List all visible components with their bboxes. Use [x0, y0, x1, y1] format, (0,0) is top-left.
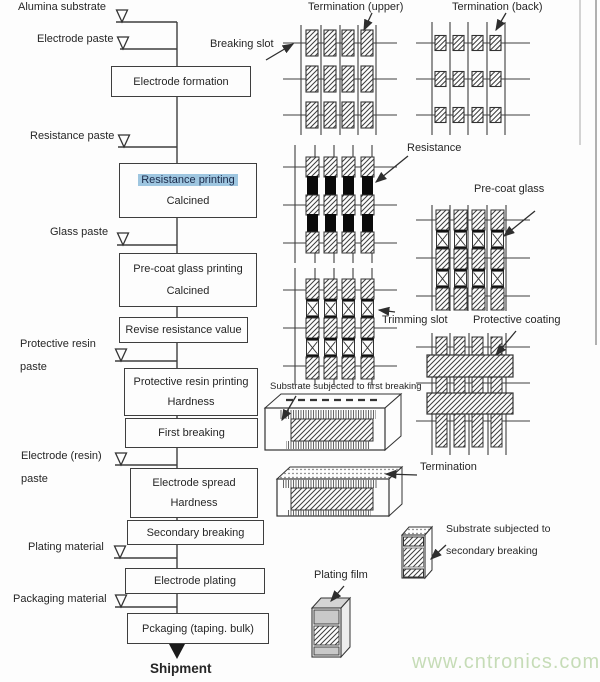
input-label-plating-material: Plating material [28, 541, 104, 553]
step-label: Protective resin printing [133, 376, 249, 389]
step-electrode-plating [125, 568, 265, 594]
label-termination-back: Termination (back) [452, 1, 543, 13]
label-termination-upper: Termination (upper) [308, 1, 404, 13]
step-packaging [127, 613, 269, 644]
input-label-protective-resin: Protective resin [20, 338, 96, 350]
plating-film-chip [312, 598, 350, 657]
termination-bar [277, 467, 402, 516]
label-precoat-glass: Pre-coat glass [474, 183, 545, 195]
step-label: Hardness [167, 395, 215, 408]
step-label: Calcined [166, 284, 210, 297]
termination-upper-grid [283, 25, 397, 135]
input-label-electrode-paste: Electrode paste [37, 33, 114, 45]
label-protective-coating: Protective coating [473, 314, 561, 326]
input-label-glass-paste: Glass paste [50, 226, 109, 238]
input-label-resistance-paste: Resistance paste [30, 130, 115, 142]
step-label: Calcined [166, 195, 210, 208]
step-secondary-breaking [127, 520, 264, 545]
trimming-slot-grid [283, 268, 397, 385]
step-label: Electrode plating [154, 575, 236, 587]
step-label: First breaking [158, 427, 225, 439]
step-electrode-spread [130, 468, 258, 518]
input-label-alumina-substrate: Alumina substrate [18, 1, 107, 13]
label-substrate-secondary-1: Substrate subjected to [446, 523, 551, 535]
label-trimming-slot: Trimming slot [382, 314, 448, 326]
step-label: Secondary breaking [146, 526, 245, 539]
label-substrate-first-breaking: Substrate subjected to first breaking [270, 381, 422, 392]
input-label-protective-resin-2: paste [20, 361, 47, 373]
step-label [138, 174, 238, 186]
step-resistance-printing [119, 163, 257, 218]
protective-coating-grid [416, 333, 530, 455]
highlighted-text: Resistance printing [138, 174, 238, 186]
resistance-grid [283, 145, 397, 263]
scan-edge-lines [580, 0, 596, 345]
label-resistance: Resistance [407, 142, 462, 154]
watermark: www.cntronics.com [412, 651, 600, 673]
step-precoat-glass-printing [119, 253, 257, 307]
label-termination: Termination [420, 461, 477, 473]
secondary-breaking-chip [402, 527, 432, 578]
input-label-packaging-material: Packaging material [13, 593, 107, 605]
precoat-glass-grid [416, 205, 530, 311]
step-revise-resistance [119, 317, 248, 343]
shipment-label: Shipment [150, 661, 212, 676]
step-label: Revise resistance value [125, 324, 242, 336]
step-protective-resin-printing [124, 368, 258, 416]
label-breaking-slot: Breaking slot [210, 38, 274, 50]
step-first-breaking [125, 418, 258, 448]
input-marker-triangles [115, 10, 130, 607]
label-plating-film: Plating film [314, 569, 368, 581]
step-electrode-formation [111, 66, 251, 97]
input-label-electrode-resin: Electrode (resin) [21, 450, 102, 462]
shipment-arrow [169, 644, 185, 659]
step-label: Pre-coat glass printing [133, 263, 243, 276]
input-label-electrode-resin-2: paste [21, 473, 48, 485]
step-label: Electrode formation [133, 75, 229, 88]
step-label: Hardness [170, 497, 218, 509]
label-substrate-secondary-2: secondary breaking [446, 545, 538, 557]
step-label: Electrode spread [152, 477, 236, 489]
substrate-first-breaking-bar [265, 394, 401, 450]
termination-back-grid [416, 22, 530, 135]
step-label: Pckaging (taping. bulk) [142, 622, 254, 635]
